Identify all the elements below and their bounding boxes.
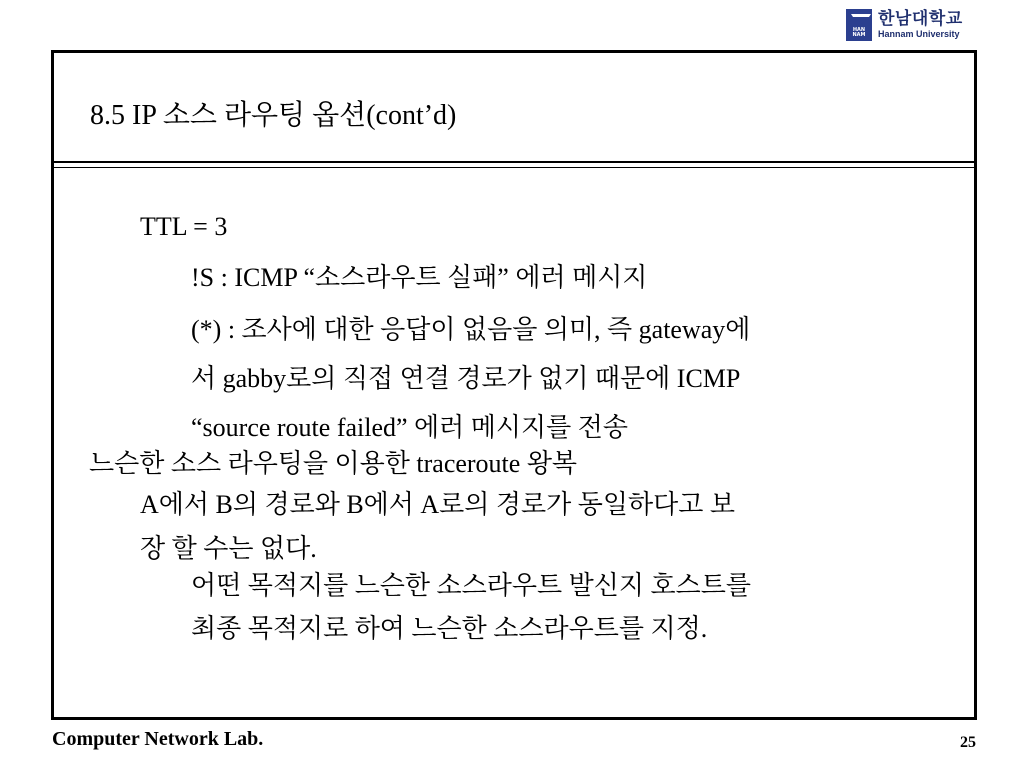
footer-lab-name: Computer Network Lab. bbox=[52, 728, 264, 750]
page-number: 25 bbox=[960, 734, 976, 751]
body-line: (*) : 조사에 대한 응답이 없음을 의미, 즉 gateway에 bbox=[191, 315, 751, 344]
logo-english-name: Hannam University bbox=[878, 29, 960, 39]
body-line: !S : ICMP “소스라우트 실패” 에러 메시지 bbox=[191, 263, 648, 292]
emblem-text: HAN NAM bbox=[852, 27, 866, 38]
body-line: 서 gabby로의 직접 연결 경로가 없기 때문에 ICMP bbox=[191, 364, 741, 393]
body-line: 어떤 목적지를 느슨한 소스라우트 발신지 호스트를 bbox=[191, 571, 751, 600]
body-line: 최종 목적지로 하여 느슨한 소스라우트를 지정. bbox=[191, 614, 708, 643]
title-area bbox=[54, 53, 974, 159]
title-divider-bottom bbox=[54, 167, 974, 168]
slide-frame bbox=[51, 50, 977, 720]
body-line: 느슨한 소스 라우팅을 이용한 traceroute 왕복 bbox=[89, 449, 578, 478]
slide-title: 8.5 IP 소스 라우팅 옵션(cont’d) bbox=[90, 100, 457, 131]
body-line: TTL = 3 bbox=[140, 212, 228, 241]
body-line: “source route failed” 에러 메시지를 전송 bbox=[191, 413, 628, 442]
body-line: 장 할 수는 없다. bbox=[140, 534, 317, 563]
logo-korean-name: 한남대학교 bbox=[878, 9, 963, 29]
title-divider-top bbox=[54, 161, 974, 163]
body-line: A에서 B의 경로와 B에서 A로의 경로가 동일하다고 보 bbox=[140, 490, 735, 519]
university-logo bbox=[846, 6, 980, 44]
university-emblem-icon bbox=[846, 9, 872, 41]
